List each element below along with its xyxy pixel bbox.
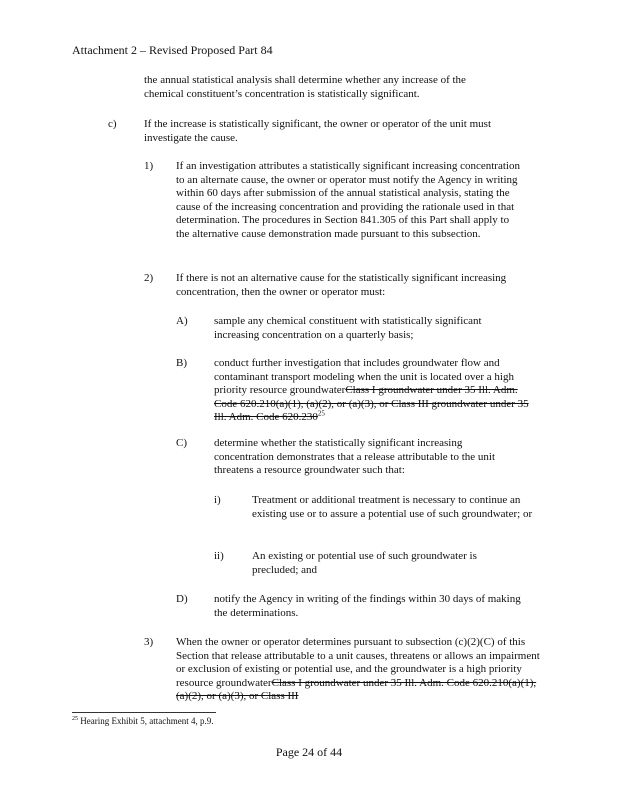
item-3-struck-text: Class I groundwater under 35 Ill. Adm. Code 620.210(a)(1), (a)(2), or (a)(3), or Class III xyxy=(176,676,537,703)
footnote-text: Hearing Exhibit 5, attachment 4, p.9. xyxy=(80,716,214,726)
footnote-divider xyxy=(72,712,216,713)
item-Cii-label: ii) xyxy=(214,550,224,562)
item-2-text: If there is not an alternative cause for the statistically significant increasing concentration, then the owner or operator must: xyxy=(176,272,507,298)
item-B-label: B) xyxy=(176,357,187,369)
footnote xyxy=(72,716,213,726)
page-number: Page 24 of 44 xyxy=(275,745,343,759)
item-C-label: C) xyxy=(176,437,187,449)
item-Ci-text: Treatment or additional treatment is necessary to continue an existing use or to assure a potential use of such groundwater; or xyxy=(252,494,533,520)
intro-paragraph: the annual statistical analysis shall determine whether any increase of the chemical constituent’s concentration is statistically significant. xyxy=(144,74,466,100)
footnote-number: 25 xyxy=(72,716,78,722)
item-1-text: If an investigation attributes a statistically significant increasing concentration to an alternate cause, the owner or operator must notify the Agency in writing within 60 days after submission of the annual statistical analysis, stating the cause of the increasing concentration and providing the rationale used in that determination. The procedures in Section 841.305 of this Part shall apply to the alternative cause demonstration made pursuant to this subsection. xyxy=(176,160,520,240)
item-2-label: 2) xyxy=(144,272,154,284)
item-B-text xyxy=(214,357,534,425)
item-B-struck-text: Class I groundwater under 35 Ill. Adm. Code 620.210(a)(1), (a)(2), or (a)(3), or Class III groundwater under 35 Ill. Adm. Code 620.230 xyxy=(214,384,529,424)
item-3-inserted-text: When the owner or operator determines pursuant to subsection (c)(2)(C) of this Section that release attributable to a unit causes, threatens or allows an impairment or exclusion of existing or potential use, and the groundwater is a high priority resource groundwater xyxy=(176,636,540,689)
item-C-text: determine whether the statistically significant increasing concentration demonstrates that a release attributable to the unit threatens a resource groundwater such that: xyxy=(214,437,496,477)
item-A-label: A) xyxy=(176,315,188,327)
item-1-label: 1) xyxy=(144,160,154,172)
item-3-label: 3) xyxy=(144,636,154,648)
item-B-inserted-text: conduct further investigation that includes groundwater flow and contaminant transport modeling when the unit is located over a high priority resource groundwater xyxy=(214,357,514,397)
item-Ci-label: i) xyxy=(214,494,221,506)
document-header: Attachment 2 – Revised Proposed Part 84 xyxy=(72,43,273,57)
subsection-c-text: If the increase is statistically significant, the owner or operator of the unit must investigate the cause. xyxy=(144,118,492,144)
item-3-text xyxy=(176,636,548,704)
item-D-text: notify the Agency in writing of the findings within 30 days of making the determinations. xyxy=(214,593,521,619)
item-Cii-text: An existing or potential use of such groundwater is precluded; and xyxy=(252,550,477,576)
item-A-text: sample any chemical constituent with statistically significant increasing concentration on a quarterly basis; xyxy=(214,315,482,341)
footnote-reference: 25 xyxy=(317,409,325,418)
subsection-c-label: c) xyxy=(108,118,117,130)
item-D-label: D) xyxy=(176,593,188,605)
